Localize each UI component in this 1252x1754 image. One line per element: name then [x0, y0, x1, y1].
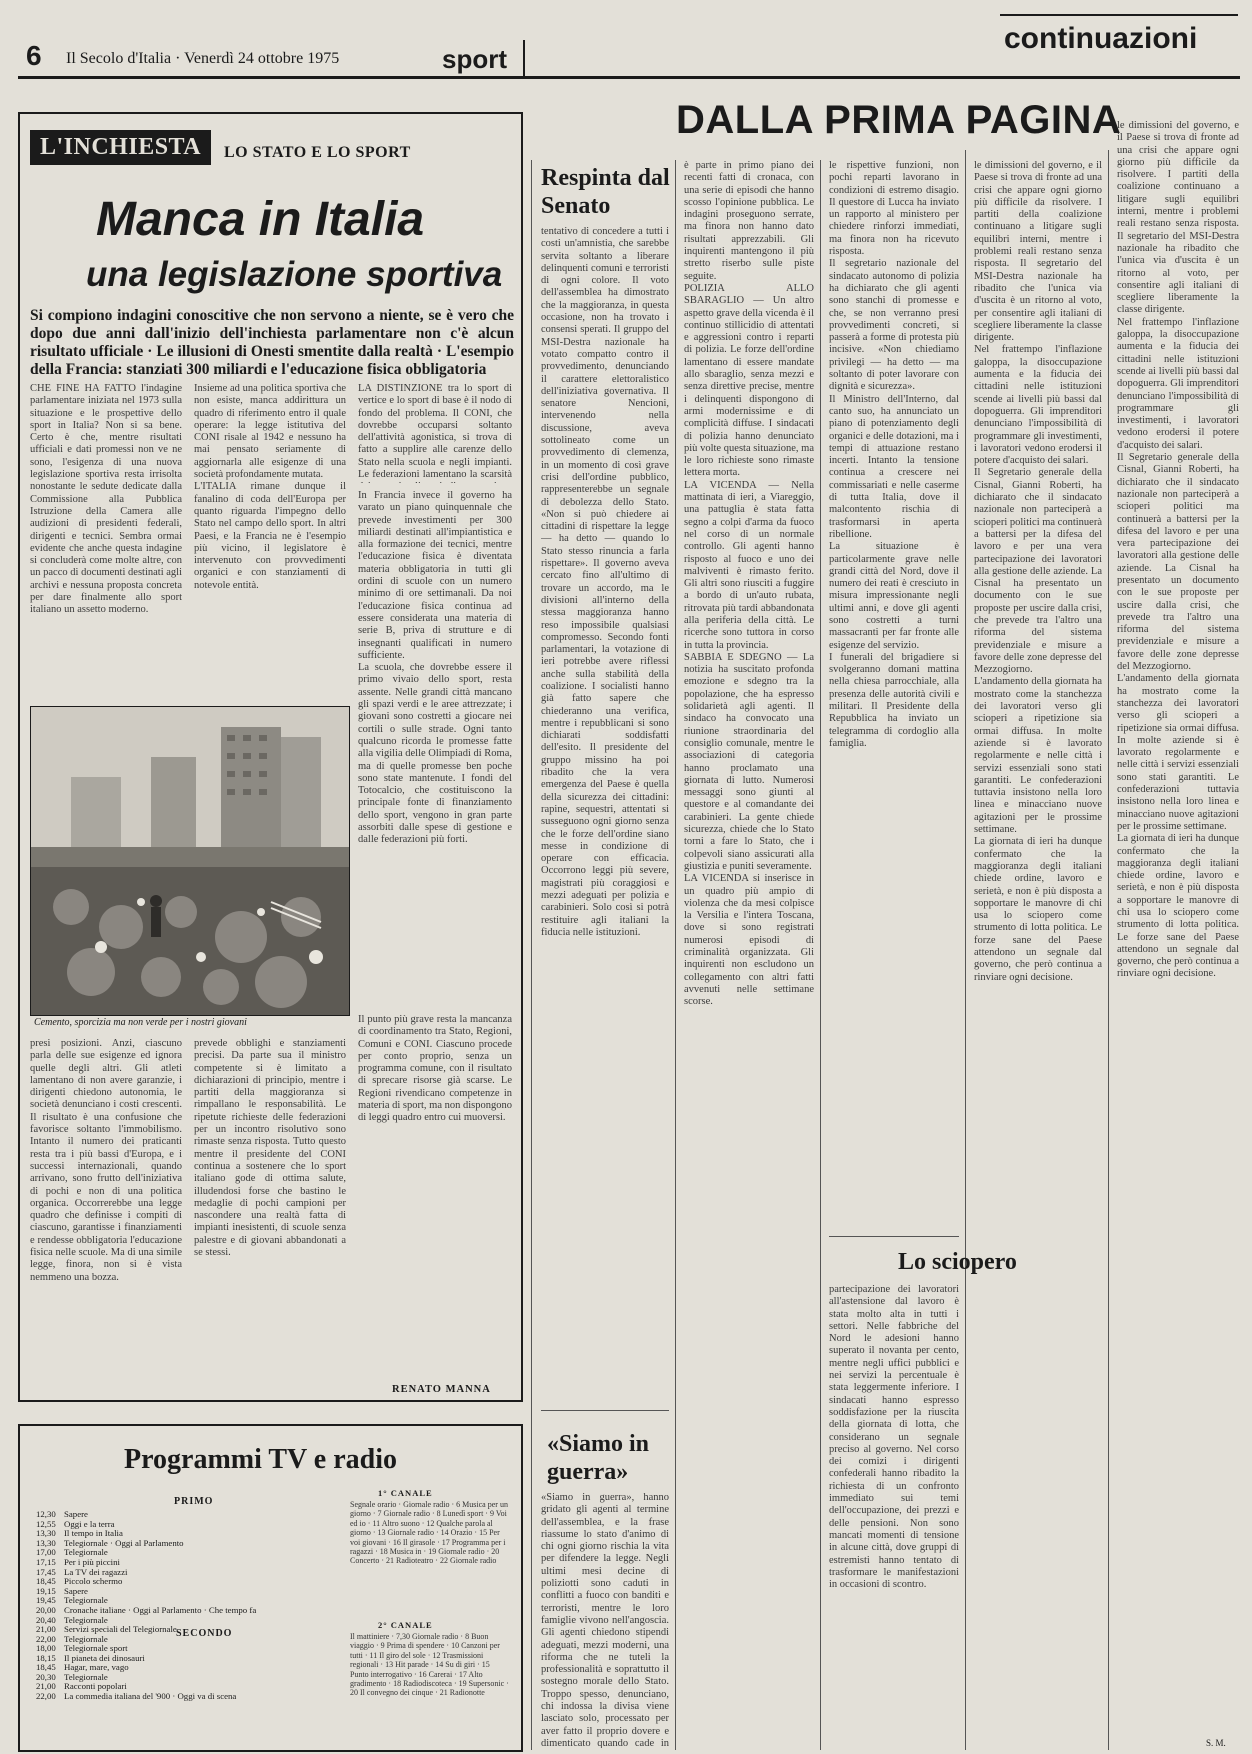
right-section-label: continuazioni	[1004, 22, 1198, 55]
siamo-in-guerra-headline: «Siamo in guerra»	[547, 1431, 650, 1485]
tv-row: 18,45 Piccolo schermo	[36, 1576, 123, 1587]
article-title-line1: Manca in Italia	[96, 193, 425, 246]
tv-row: 18,00 Telegiornale sport	[36, 1643, 128, 1653]
article-title-line2: una legislazione sportiva	[86, 255, 503, 294]
tv-row: 18,45 Hagar, mare, vago	[36, 1662, 129, 1673]
footer-initials: S. M.	[1206, 1738, 1226, 1748]
tv-row: 13,30 Telegiornale · Oggi al Parlamento	[36, 1537, 184, 1548]
radio-label-2: 2° CANALE	[378, 1620, 433, 1630]
article-column-5: Il punto più grave resta la mancanza di coordinamento tra Stato, Regioni, Comuni e CONI. Ciascuno procede per conto proprio, senza un programma comune, con il risultato di sprecare risorse già scarse. Le Regioni rivendicano competenze in materia di sport, ma non dispongono di leggi quadro entro cui muoversi.	[358, 1014, 512, 1124]
article-column-2: Insieme ad una politica sportiva che non esiste, manca addirittura un quadro di riferimento entro il quale operare: la legge istitutiva del CONI risale al 1942 e nessuno ha mai pensato seriamente di aggiornarla alle esigenze di una società profondamente mutata. L'ITALIA rimane dunque il fanalino di coda dell'Europa per quanto riguarda l'impegno dello Stato nel campo dello sport. In altri Paesi, e la Francia ne è l'esempio più vicino, il legislatore è intervenuto con provvedimenti organici e con stanziamenti di notevole entità.	[194, 383, 346, 591]
tv-row: 17,45 La TV dei ragazzi	[36, 1566, 128, 1577]
article-kicker: L'INCHIESTA	[30, 130, 211, 165]
column-rule	[675, 160, 676, 1750]
continuation-column-e: le dimissioni del governo, e il Paese si trova di fronte ad una crisi che appare ogni giorno più difficile da risolvere. I partiti della coalizione continuano a litigare sugli equilibri interni, mentre i problemi reali restano senza risposta. Il segretario del MSI-Destra nazionale ha ribadito che l'unica via d'uscita è un ritorno al voto, per consentire agli italiani di scegliere liberamente la classe dirigente. Nel frattempo l'inflazione galoppa, la disoccupazione aumenta e la fiducia dei cittadini nelle istituzioni scende ai livelli più bassi dal dopoguerra. Gli imprenditori denunciano l'impossibilità di programmare gli investimenti, i lavoratori vedono erodersi il potere d'acquisto dei salari. Il Segretario generale della Cisnal, Gianni Roberti, ha dichiarato che il sindacato nazionale non parteciperà a scioperi politici ma continuerà a battersi per la difesa del lavoro e per una vera partecipazione dei lavoratori alla gestione delle aziende. La Cisnal ha presentato un documento con le sue proposte per uscire dalla crisi, che prevede tra l'altro una riforma del sistema previdenziale e misure a favore delle zone depresse del Mezzogiorno. L'andamento della giornata ha mostrato come la stanchezza dei lavoratori verso gli scioperi a ripetizione sia ormai diffusa. In molte aziende si è lavorato regolarmente e nelle città i servizi essenziali sono stati garantiti. Le confederazioni tuttavia insistono nella loro linea e minacciano nuove agitazioni per le prossime settimane. La giornata di ieri ha dunque confermato che la maggioranza degli italiani chiede ordine, lavoro e serietà, e non è più disposta a sopportare le manovre di chi usa lo sciopero come strumento di lotta politica. Le forze sane del Paese attendono un segnale dal governo, che però continua a rinviare ogni decisione.	[1117, 120, 1239, 980]
section-label: sport	[442, 44, 507, 74]
tv-row: 20,00 Cronache italiane · Oggi al Parlamento · Che tempo fa	[36, 1604, 257, 1615]
tv-row: 12,55 Oggi e la terra	[36, 1518, 115, 1529]
article-overline: LO STATO E LO SPORT	[224, 144, 411, 161]
tv-row: 20,40 Telegiornale	[36, 1614, 108, 1625]
tv-secondo-label: SECONDO	[176, 1628, 233, 1639]
sciopero-headline: Lo sciopero	[898, 1249, 1017, 1275]
article-column-4: In Francia invece il governo ha varato un piano quinquennale che prevede investimenti per 300 miliardi destinati all'impiantistica e alla formazione dei tecnici, mentre l'educazione fisica è diventata materia obbligatoria in tutti gli ordini di scuole con un numero minimo di ore settimanali. Da noi l'educazione fisica continua ad essere considerata una materia di serie B, priva di strutture e di insegnanti qualificati in numero sufficiente. La scuola, che dovrebbe essere il primo vivaio dello sport, resta assente. Nelle grandi città mancano gli spazi verdi e le aree attrezzate; i giovani sono costretti a giocare nei cortili o sulle strade. Ogni tanto qualcuno ricorda le promesse fatte alla vigilia delle Olimpiadi di Roma, ma di quelle promesse ben poche sono state mantenute. I fondi del Totocalcio, che costituiscono la principale fonte di finanziamento dello sport, vengono in gran parte assorbiti dalle spese di gestione e dalle federazioni più forti.	[358, 490, 512, 846]
dalla-prima-pagina-headline: DALLA PRIMA PAGINA	[676, 98, 1122, 142]
continuation-column-d: le dimissioni del governo, e il Paese si trova di fronte ad una crisi che appare ogni giorno più difficile da risolvere. I partiti della coalizione continuano a litigare sugli equilibri interni, mentre i problemi reali restano senza risposta. Il segretario del MSI-Destra nazionale ha ribadito che l'unica via d'uscita è un ritorno al voto, per consentire agli italiani di scegliere liberamente la classe dirigente. Nel frattempo l'inflazione galoppa, la disoccupazione aumenta e la fiducia dei cittadini nelle istituzioni scende ai livelli più bassi dal dopoguerra. Gli imprenditori denunciano l'impossibilità di programmare gli investimenti, i lavoratori vedono erodersi il potere d'acquisto dei salari. Il Segretario generale della Cisnal, Gianni Roberti, ha dichiarato che il sindacato nazionale non parteciperà a scioperi politici ma continuerà a battersi per la difesa del lavoro e per una vera partecipazione dei lavoratori alla gestione delle aziende. La Cisnal ha presentato un documento con le sue proposte per uscire dalla crisi, che prevede tra l'altro una riforma del sistema previdenziale e misure a favore delle zone depresse del Mezzogiorno. L'andamento della giornata ha mostrato come la stanchezza dei lavoratori verso gli scioperi a ripetizione sia ormai diffusa. In molte aziende si è lavorato regolarmente e nelle città i servizi essenziali sono stati garantiti. Le confederazioni tuttavia insistono nella loro linea e minacciano nuove agitazioni per le prossime settimane. La giornata di ieri ha dunque confermato che la maggioranza degli italiani chiede ordine, lavoro e serietà, e non è più disposta a sopportare le manovre di chi usa lo sciopero come strumento di lotta politica. Le forze sane del Paese attendono un segnale dal governo, che però continua a rinviare ogni decisione.	[974, 160, 1102, 983]
tv-row: 22,00 Telegiornale	[36, 1633, 108, 1644]
tv-row: 12,30 Sapere	[36, 1509, 88, 1519]
article-column-6: presi posizioni. Anzi, ciascuno parla delle sue esigenze ed ignora quelle degli altri. Gli atleti lamentano di non avere garanzie, i dirigenti chiedono autonomia, le società denunciano i costi crescenti. Il risultato è una confusione che favorisce soltanto l'immobilismo. Intanto il numero dei praticanti resta tra i più bassi d'Europa, e i successi internazionali, quando arrivano, sono frutto dell'iniziativa di pochi e non di una politica organica. Occorrerebbe una legge quadro che definisse i compiti di ciascuno, garantisse i finanziamenti e rendesse obbligatoria l'educazione fisica nelle scuole. Ma di una simile legge, finora, non si è vista nemmeno una bozza.	[30, 1038, 182, 1283]
page-number: 6	[26, 40, 42, 71]
column-rule	[820, 160, 821, 1750]
sciopero-text: partecipazione dei lavoratori all'astensione dal lavoro è stata molto alta in tutti i settori. Nelle fabbriche del Nord le adesioni hanno superato il novanta per cento, mentre negli uffici pubblici e nei servizi la percentuale è stata leggermente inferiore. I sindacati hanno espresso soddisfazione per la riuscita della giornata di lotta, che considerano un segnale preciso al governo. Nel corso dei comizi i dirigenti confederali hanno ribadito la richiesta di un confronto immediato sui temi dell'occupazione, dei prezzi e delle pensioni. Non sono mancati momenti di tensione in alcune città, dove gruppi di estremisti hanno tentato di trasformare le manifestazioni in occasioni di scontro.	[829, 1284, 959, 1591]
tv-row: 17,15 Per i più piccini	[36, 1556, 120, 1567]
radio-label-1: 1° CANALE	[378, 1488, 433, 1498]
article-photo	[30, 706, 350, 1016]
tv-primo-label: PRIMO	[174, 1496, 214, 1507]
tv-row: 22,00 La commedia italiana del '900 · Oggi va di scena	[36, 1690, 237, 1701]
article-standfirst: Si compiono indagini conoscitive che non servono a niente, se è vero che dopo due anni dall'inizio dell'inchiesta parlamentare non c'è alcun risultato ufficiale · Le illusioni di Onesti smentite dalla realtà · L'esempio della Francia: stanziati 300 miliardi e l'educazione fisica obbligatoria	[30, 307, 514, 378]
article-column-7: prevede obblighi e stanziamenti precisi. Da parte sua il ministro competente si è limitato a dichiarazioni di principio, mentre i partiti della maggioranza si rimpallano le responsabilità. Le ripetute richieste delle federazioni per un incontro risolutivo sono rimaste senza risposta. Tutto questo mentre il presidente del CONI continua a sostenere che lo sport italiano gode di ottima salute, illudendosi forse che bastino le medaglie di pochi campioni per nascondere una realtà fatta di impianti inesistenti, di scuole senza palestre e di giovani abbandonati a se stessi.	[194, 1038, 346, 1259]
article-signature: RENATO MANNA	[392, 1384, 491, 1395]
article-column-3: LA DISTINZIONE tra lo sport di vertice e lo sport di base è il nodo di fondo del problema. Il CONI, che dovrebbe occuparsi soltanto dell'attività agonistica, si trova di fatto a supplire alle carenze dello Stato nella scuola e negli impianti. Le federazioni lamentano la scarsità	[358, 383, 512, 481]
column-rule	[531, 160, 532, 1750]
radio-listing-2: Il mattiniere · 7,30 Giornale radio · 8 Buon viaggio · 9 Prima di spendere · 10 Canzoni per tutti · 11 Il giro del sole · 12 Trasmissioni regionali · 13 Hit parade · 14 Su di giri · 15 Punto interrogativo · 16 Carerai · 17 Alto gradimento · 18 Radiodiscoteca · 19 Supersonic · 20 Il convegno dei cinque · 21 Radionotte	[350, 1632, 509, 1698]
tv-row: 13,30 Il tempo in Italia	[36, 1528, 123, 1539]
tv-row: 19,15 Sapere	[36, 1585, 88, 1596]
siamo-in-guerra-text: «Siamo in guerra», hanno gridato gli agenti al termine dell'assemblea, e la frase riassume lo stato d'animo di chi ogni giorno rischia la vita per difendere la legge. Negli ultimi mesi decine di poliziotti sono caduti in conflitti a fuoco con banditi e terroristi, mentre le loro famiglie vivono nell'angoscia. Gli agenti chiedono stipendi adeguati, mezzi moderni, una riforma che ne tuteli la professionalità e soprattutto il sostegno morale dello Stato. Troppo spesso, denunciano, chi indossa la divisa viene lasciato solo, processato per aver fatto il proprio dovere e dimenticato quando cade in	[541, 1492, 669, 1748]
tv-row: 17,00 Telegiornale	[36, 1547, 108, 1558]
publication-dateline: Il Secolo d'Italia · Venerdì 24 ottobre 1975	[66, 50, 340, 67]
header-divider	[523, 40, 525, 78]
tv-secondo-list	[36, 1644, 236, 1702]
tv-row: 21,00 Servizi speciali del Telegiornale	[36, 1624, 177, 1635]
column-rule	[965, 150, 966, 1750]
respinta-headline: Respinta dal Senato	[541, 165, 670, 219]
tv-row: 21,00 Racconti popolari	[36, 1681, 127, 1692]
tv-title: Programmi TV e radio	[124, 1444, 397, 1475]
photo-illustration	[31, 707, 349, 1015]
section-rule	[829, 1236, 959, 1237]
tv-row: 19,45 Telegiornale	[36, 1595, 108, 1606]
respinta-text: tentativo di concedere a tutti i costi un'amnistia, che sarebbe servita soltanto a liberare delinquenti comuni e terroristi di ogni colore. Il voto dell'assemblea ha dimostrato che la maggioranza, in questa occasione, non ha trovato i consensi sperati. Il gruppo del MSI-Destra nazionale ha votato compatto contro il provvedimento, denunciando il carattere elettoralistico dell'iniziativa governativa. Il senatore Nencioni, intervenendo nella discussione, aveva sottolineato come un provvedimento di clemenza, in un momento di così grave crisi dell'ordine pubblico, rappresenterebbe un segnale di debolezza dello Stato. «Non si può chiedere ai cittadini di rispettare la legge — ha detto — quando lo Stato stesso rinuncia a farla rispettare». Il governo aveva cercato fino all'ultimo di trovare un accordo, ma le divisioni all'interno della stessa maggioranza hanno reso impossibile qualsiasi compromesso. Secondo fonti parlamentari, la votazione di ieri potrebbe avere riflessi anche sulla stabilità della coalizione. I socialisti hanno già fatto sapere che chiederanno una verifica, mentre i repubblicani si sono dichiarati soddisfatti dell'esito. Il presidente del gruppo missino ha poi ribadito che la vera emergenza del Paese è quella della sicurezza dei cittadini: rapine, sequestri, attentati si susseguono ogni giorno senza che le forze dell'ordine siano messe in condizione di operare con efficacia. Occorrono leggi più severe, magistrati più coraggiosi e mezzi adeguati per polizia e carabinieri. Solo così si potrà restituire agli italiani la fiducia nelle istituzioni.	[541, 226, 669, 938]
continuation-column-b: è parte in primo piano dei recenti fatti di cronaca, con una serie di episodi che hanno scosso l'opinione pubblica. Le indagini proseguono serrate, ma finora non hanno dato risultati apprezzabili. Gli inquirenti mantengono il più stretto riserbo sulle piste seguite. POLIZIA ALLO SBARAGLIO — Un altro aspetto grave della vicenda è il continuo stillicidio di attentati e aggressioni contro i reparti di polizia. Le forze dell'ordine lamentano di essere mandate allo sbaraglio, senza mezzi e senza direttive precise, mentre i delinquenti dispongono di armi modernissime e di complicità diffuse. I sindacati di polizia hanno denunciato più volte questa situazione, ma le loro richieste sono rimaste lettera morta. LA VICENDA — Nella mattinata di ieri, a Viareggio, una pattuglia è stata fatta segno a colpi d'arma da fuoco nel corso di un normale controllo. Gli agenti hanno risposto al fuoco e uno dei malviventi è rimasto ferito. Gli altri sono riusciti a fuggire a bordo di un'auto rubata, ritrovata più tardi abbandonata alla periferia della città. Le ricerche sono tuttora in corso in tutta la provincia. SABBIA E SDEGNO — La notizia ha suscitato profonda emozione e sdegno tra la popolazione, che ha espresso solidarietà agli agenti. Il sindaco ha convocato una riunione straordinaria del consiglio comunale, mentre le associazioni di categoria hanno proclamato una giornata di lutto. Numerosi messaggi sono giunti al questore e al comandante dei carabinieri. La gente chiede sicurezza, chiede che lo Stato torni a fare lo Stato, che i colpevoli siano assicurati alla giustizia e puniti severamente. LA VICENDA si inserisce in un quadro più ampio di violenza che da mesi colpisce la Versilia e l'intera Toscana, dove si sono registrati numerosi episodi di criminalità organizzata. Gli inquirenti non escludono un collegamento con altri fatti avvenuti nelle settimane scorse.	[684, 160, 814, 1008]
article-column-1: CHE FINE HA FATTO l'indagine parlamentare iniziata nel 1973 sulla situazione e le prospettive dello sport in Italia? Non si sa bene. Certo è che, mentre risultati ufficiali e dati promessi non ve ne sono, l'esigenza di una nuova legislazione sportiva resta irrisolta nonostante le sedute dedicate dalla Commissione alla Pubblica Istruzione della Camera alle audizioni di presidenti federali, dirigenti e tecnici. Sembra ormai evidente che anche questa indagine si concluderà come molte altre, con un pacco di documenti destinati agli archivi e nessuna proposta concreta per dare finalmente allo sport italiano un assetto moderno.	[30, 383, 182, 616]
tv-row: 20,30 Telegiornale	[36, 1671, 108, 1682]
photo-caption: Cemento, sporcizia ma non verde per i nostri giovani	[34, 1017, 247, 1028]
column-rule	[1108, 150, 1109, 1750]
section-rule	[541, 1410, 669, 1411]
continuation-column-c: le rispettive funzioni, non pochi reparti lavorano in condizioni di estremo disagio. Il questore di Lucca ha inviato un rapporto al ministero per chiedere rinforzi immediati, ma finora non ha ricevuto risposta. Il segretario nazionale del sindacato autonomo di polizia ha dichiarato che gli agenti sono stanchi di promesse e che, se non verranno presi provvedimenti concreti, si passerà a forme di protesta più incisive. «Non chiediamo privilegi — ha detto — ma soltanto di poter lavorare con dignità e sicurezza». Il Ministro dell'Interno, dal canto suo, ha annunciato un piano di potenziamento degli organici e delle dotazioni, ma i tempi di attuazione restano incerti. Intanto la tensione continua a crescere nei commissariati e nelle caserme di tutta Italia, dove il malcontento rischia di trasformarsi in aperta ribellione. La situazione è particolarmente grave nelle grandi città del Nord, dove il numero dei reati è cresciuto in misura impressionante negli ultimi anni, e dove gli agenti sono costretti a turni massacranti per far fronte alle esigenze del servizio. I funerali del brigadiere si svolgeranno domani mattina nella chiesa parrocchiale, alla presenza delle autorità civili e militari. Il Presidente della Repubblica ha inviato un telegramma di cordoglio alla famiglia.	[829, 160, 959, 749]
tv-row: 18,15 Il pianeta dei dinosauri	[36, 1652, 145, 1663]
tv-primo-list	[36, 1510, 256, 1644]
radio-listing-1: Segnale orario · Giornale radio · 6 Musica per un giorno · 7 Giornale radio · 8 Lunedì sport · 9 Voi ed io · 11 Altro suono · 12 Qualche parola al giorno · 13 Giornale radio · 14 Orazio · 15 Per voi giovani · 16 Il girasole · 17 Programma per i ragazzi · 18 Musica in · 19 Giornale radio · 20 Concerto · 21 Radioteatro · 22 Giornale radio	[350, 1500, 508, 1566]
masthead-rule	[18, 76, 1240, 79]
